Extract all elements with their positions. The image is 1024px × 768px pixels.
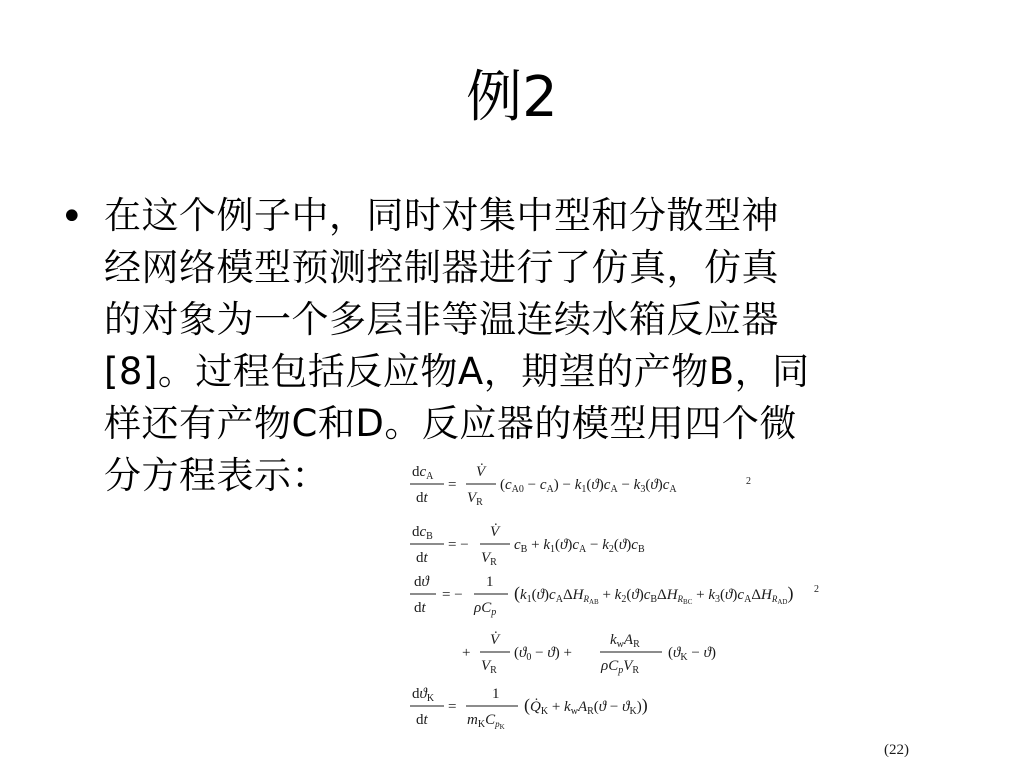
slide-title: 例2 xyxy=(466,65,558,130)
svg-text:2: 2 xyxy=(814,584,819,595)
equation-number: (22) xyxy=(884,742,909,758)
svg-text:(k1(ϑ)cAΔHRAB + k2(ϑ)cBΔHRBC +: $(k_1(ϑ)c_A\Delta H_RAB + k_2(ϑ)c_B\Delta H_RBC + k_3(ϑ)c_A\Delta H_RAD)$ xyxy=(514,583,794,606)
svg-text:VR: $V_R$ xyxy=(481,550,497,568)
equation-1 xyxy=(410,464,751,508)
bullet-line-4: [8]。过程包括反应物A，期望的产物B，同 xyxy=(104,350,810,393)
svg-text:2: 2 xyxy=(746,476,751,487)
bullet-line-1: 在这个例子中，同时对集中型和分散型神 xyxy=(104,194,779,237)
svg-text:dcA: $dc_A$ xyxy=(412,464,434,482)
svg-text:dt: dt xyxy=(416,490,428,506)
svg-text:(cA0 − cA) − k1(ϑ)cA − k3(ϑ)cA: $(c_{A0} - c_A) - k_1(ϑ)c_A - k_3(ϑ)c_A$ xyxy=(500,477,677,495)
svg-text:1: 1 xyxy=(492,686,500,702)
bullet-line-5: 样还有产物C和D。反应器的模型用四个微 xyxy=(104,402,797,445)
svg-text:VR: $V_R$ xyxy=(481,658,497,676)
svg-text:V̇: V̇ xyxy=(490,524,500,540)
svg-text:ρCpVR: $\rho C_pV_R$ xyxy=(601,658,640,676)
equation-3-continued xyxy=(462,632,716,676)
svg-text:cB + k1(ϑ)cA − k2(ϑ)cB: $c_B + k_1(ϑ)c_A - k_2(ϑ)c_B$ xyxy=(514,537,645,555)
svg-text:(ϑK − ϑ): $(ϑ_K - ϑ)$ xyxy=(668,645,716,663)
svg-text:(Q̇K + kwAR(ϑ − ϑK)): $(Q̇_K + k_wA_R(ϑ - ϑ_K))$ xyxy=(524,695,648,717)
equation-image xyxy=(410,462,930,762)
svg-text:dt: dt xyxy=(414,600,426,616)
bullet-line-3: 的对象为一个多层非等温连续水箱反应器 xyxy=(104,298,779,341)
bullet-dot-icon: • xyxy=(60,194,84,240)
svg-text:+: + xyxy=(462,645,471,661)
svg-text:dϑK: $dϑ_K$ xyxy=(412,686,435,704)
equation-3 xyxy=(410,574,819,618)
bullet-line-6: 分方程表示： xyxy=(104,454,329,497)
svg-text:dcB: $dc_B$ xyxy=(412,524,433,542)
svg-text:= −: = − xyxy=(448,537,469,553)
equation-2 xyxy=(410,524,645,568)
svg-text:1: 1 xyxy=(486,574,494,590)
svg-text:= −: = − xyxy=(442,587,463,603)
svg-text:dϑ: dϑ xyxy=(414,574,429,590)
equation-4 xyxy=(410,686,648,731)
svg-text:=: = xyxy=(448,699,457,715)
svg-text:(ϑ0 − ϑ) +: $(ϑ_0 - ϑ)$ + xyxy=(514,645,572,663)
svg-text:=: = xyxy=(448,477,457,493)
svg-text:kwAR: $k_wA_R$ xyxy=(610,632,640,650)
svg-text:V̇: V̇ xyxy=(490,632,500,648)
svg-text:dt: dt xyxy=(416,712,428,728)
equation-svg xyxy=(410,462,930,762)
svg-text:ρCp: $\rho C_p$ xyxy=(474,600,497,618)
svg-text:V̇: V̇ xyxy=(476,464,486,480)
svg-text:mKCpK: $m_KC_pK$ xyxy=(467,712,505,731)
svg-text:VR: $V_R$ xyxy=(467,490,483,508)
bullet-line-2: 经网络模型预测控制器进行了仿真，仿真 xyxy=(104,246,779,289)
svg-text:dt: dt xyxy=(416,550,428,566)
